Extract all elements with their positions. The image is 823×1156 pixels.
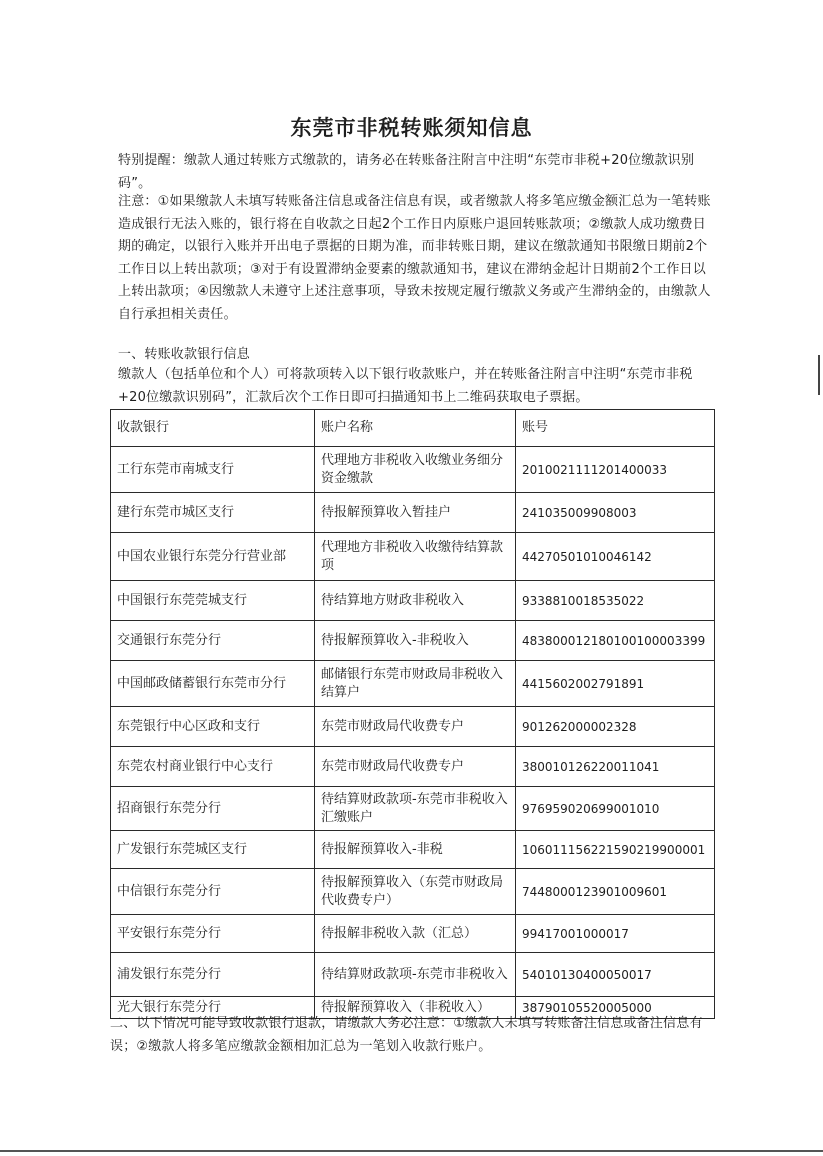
cell-account-no: 2010021111201400033 — [516, 447, 715, 493]
cell-account-name: 待结算财政款项-东莞市非税收入 — [315, 953, 516, 997]
table-row — [111, 747, 715, 787]
cell-bank: 交通银行东莞分行 — [111, 621, 315, 661]
cell-account-name: 东莞市财政局代收费专户 — [315, 707, 516, 747]
table-row — [111, 447, 715, 493]
cell-account-name: 待结算地方财政非税收入 — [315, 581, 516, 621]
cell-bank: 中国农业银行东莞分行营业部 — [111, 533, 315, 581]
cell-account-name: 待报解预算收入-非税收入 — [315, 621, 516, 661]
cell-account-no: 4415602002791891 — [516, 661, 715, 707]
cell-account-name: 待报解预算收入暂挂户 — [315, 493, 516, 533]
cell-bank: 中国邮政储蓄银行东莞市分行 — [111, 661, 315, 707]
cell-account-no: 38790105520005000 — [516, 997, 715, 1019]
cell-account-no: 54010130400050017 — [516, 953, 715, 997]
cell-bank: 浦发银行东莞分行 — [111, 953, 315, 997]
cell-account-no: 241035009908003 — [516, 493, 715, 533]
cell-account-no: 901262000002328 — [516, 707, 715, 747]
cell-account-no: 380010126220011041 — [516, 747, 715, 787]
cell-account-name: 待结算财政款项-东莞市非税收入汇缴账户 — [315, 787, 516, 831]
section1-text: 缴款人（包括单位和个人）可将款项转入以下银行收款账户，并在转账备注附言中注明“东莞市非税+20位缴款识别码”，汇款后次个工作日即可扫描通知书上二维码获取电子票据。 — [118, 367, 693, 405]
header-bank: 收款银行 — [111, 410, 315, 447]
table-body — [111, 447, 715, 1019]
cell-account-name: 代理地方非税收入收缴业务细分资金缴款 — [315, 447, 516, 493]
cell-account-name: 待报解预算收入（非税收入） — [315, 997, 516, 1019]
cell-bank: 平安银行东莞分行 — [111, 915, 315, 953]
cell-bank: 建行东莞市城区支行 — [111, 493, 315, 533]
special-notice: 特别提醒：缴款人通过转账方式缴款的，请务必在转账备注附言中注明“东莞市非税+20位缴款识别码”。 — [118, 153, 695, 191]
cell-account-name: 待报解预算收入-非税 — [315, 831, 516, 869]
scan-bottom-line — [0, 1150, 823, 1152]
cell-account-no: 44270501010046142 — [516, 533, 715, 581]
cell-account-no: 106011156221590219900001 — [516, 831, 715, 869]
table-header-row — [111, 410, 715, 447]
cell-account-no: 9338810018535022 — [516, 581, 715, 621]
cell-account-name: 待报解非税收入款（汇总） — [315, 915, 516, 953]
cell-account-name: 待报解预算收入（东莞市财政局代收费专户） — [315, 869, 516, 915]
table-row — [111, 831, 715, 869]
table-row — [111, 787, 715, 831]
table-row — [111, 869, 715, 915]
bank-table — [110, 409, 715, 1019]
cell-account-no: 483800012180100100003399 — [516, 621, 715, 661]
table-row — [111, 953, 715, 997]
cell-bank: 东莞农村商业银行中心支行 — [111, 747, 315, 787]
cell-account-no: 7448000123901009601 — [516, 869, 715, 915]
cell-account-name: 邮储银行东莞市财政局非税收入结算户 — [315, 661, 516, 707]
notes-paragraph: 注意：①如果缴款人未填写转账备注信息或备注信息有误，或者缴款人将多笔应缴金额汇总为一笔转账造成银行无法入账的，银行将在自收款之日起2个工作日内原账户退回转账款项；②缴款人成功缴费日期的确定，以银行入账并开出电子票据的日期为准，而非转账日期，建议在缴款通知书限缴日期前2个工作日以上转出款项；③对于有设置滞纳金要素的缴款通知书，建议在滞纳金起计日期前2个工作日以上转出款项；④因缴款人未遵守上述注意事项，导致未按规定履行缴款义务或产生滞纳金的，由缴款人自行承担相关责任。 — [118, 194, 711, 322]
cell-account-name: 代理地方非税收入收缴待结算款项 — [315, 533, 516, 581]
cell-bank: 中国银行东莞莞城支行 — [111, 581, 315, 621]
cell-bank: 中信银行东莞分行 — [111, 869, 315, 915]
section2-text: 二、以下情况可能导致收款银行退款，请缴款人务必注意：①缴款人未填写转账备注信息或备注信息有误；②缴款人将多笔应缴款金额相加汇总为一笔划入收款行账户。 — [110, 1016, 703, 1054]
cell-bank: 招商银行东莞分行 — [111, 787, 315, 831]
cell-bank: 工行东莞市南城支行 — [111, 447, 315, 493]
table-row — [111, 915, 715, 953]
cell-account-no: 99417001000017 — [516, 915, 715, 953]
cell-bank: 东莞银行中心区政和支行 — [111, 707, 315, 747]
scan-edge-mark — [818, 355, 820, 395]
table-row — [111, 581, 715, 621]
table-row — [111, 621, 715, 661]
cell-account-name: 东莞市财政局代收费专户 — [315, 747, 516, 787]
cell-bank: 光大银行东莞分行 — [111, 997, 315, 1019]
table-row — [111, 493, 715, 533]
header-account-name: 账户名称 — [315, 410, 516, 447]
page-title: 东莞市非税转账须知信息 — [290, 116, 533, 140]
header-account-no: 账号 — [516, 410, 715, 447]
table-row — [111, 707, 715, 747]
cell-account-no: 976959020699001010 — [516, 787, 715, 831]
cell-bank: 广发银行东莞城区支行 — [111, 831, 315, 869]
table-row — [111, 661, 715, 707]
table-row — [111, 533, 715, 581]
section1-heading: 一、转账收款银行信息 — [118, 347, 251, 362]
